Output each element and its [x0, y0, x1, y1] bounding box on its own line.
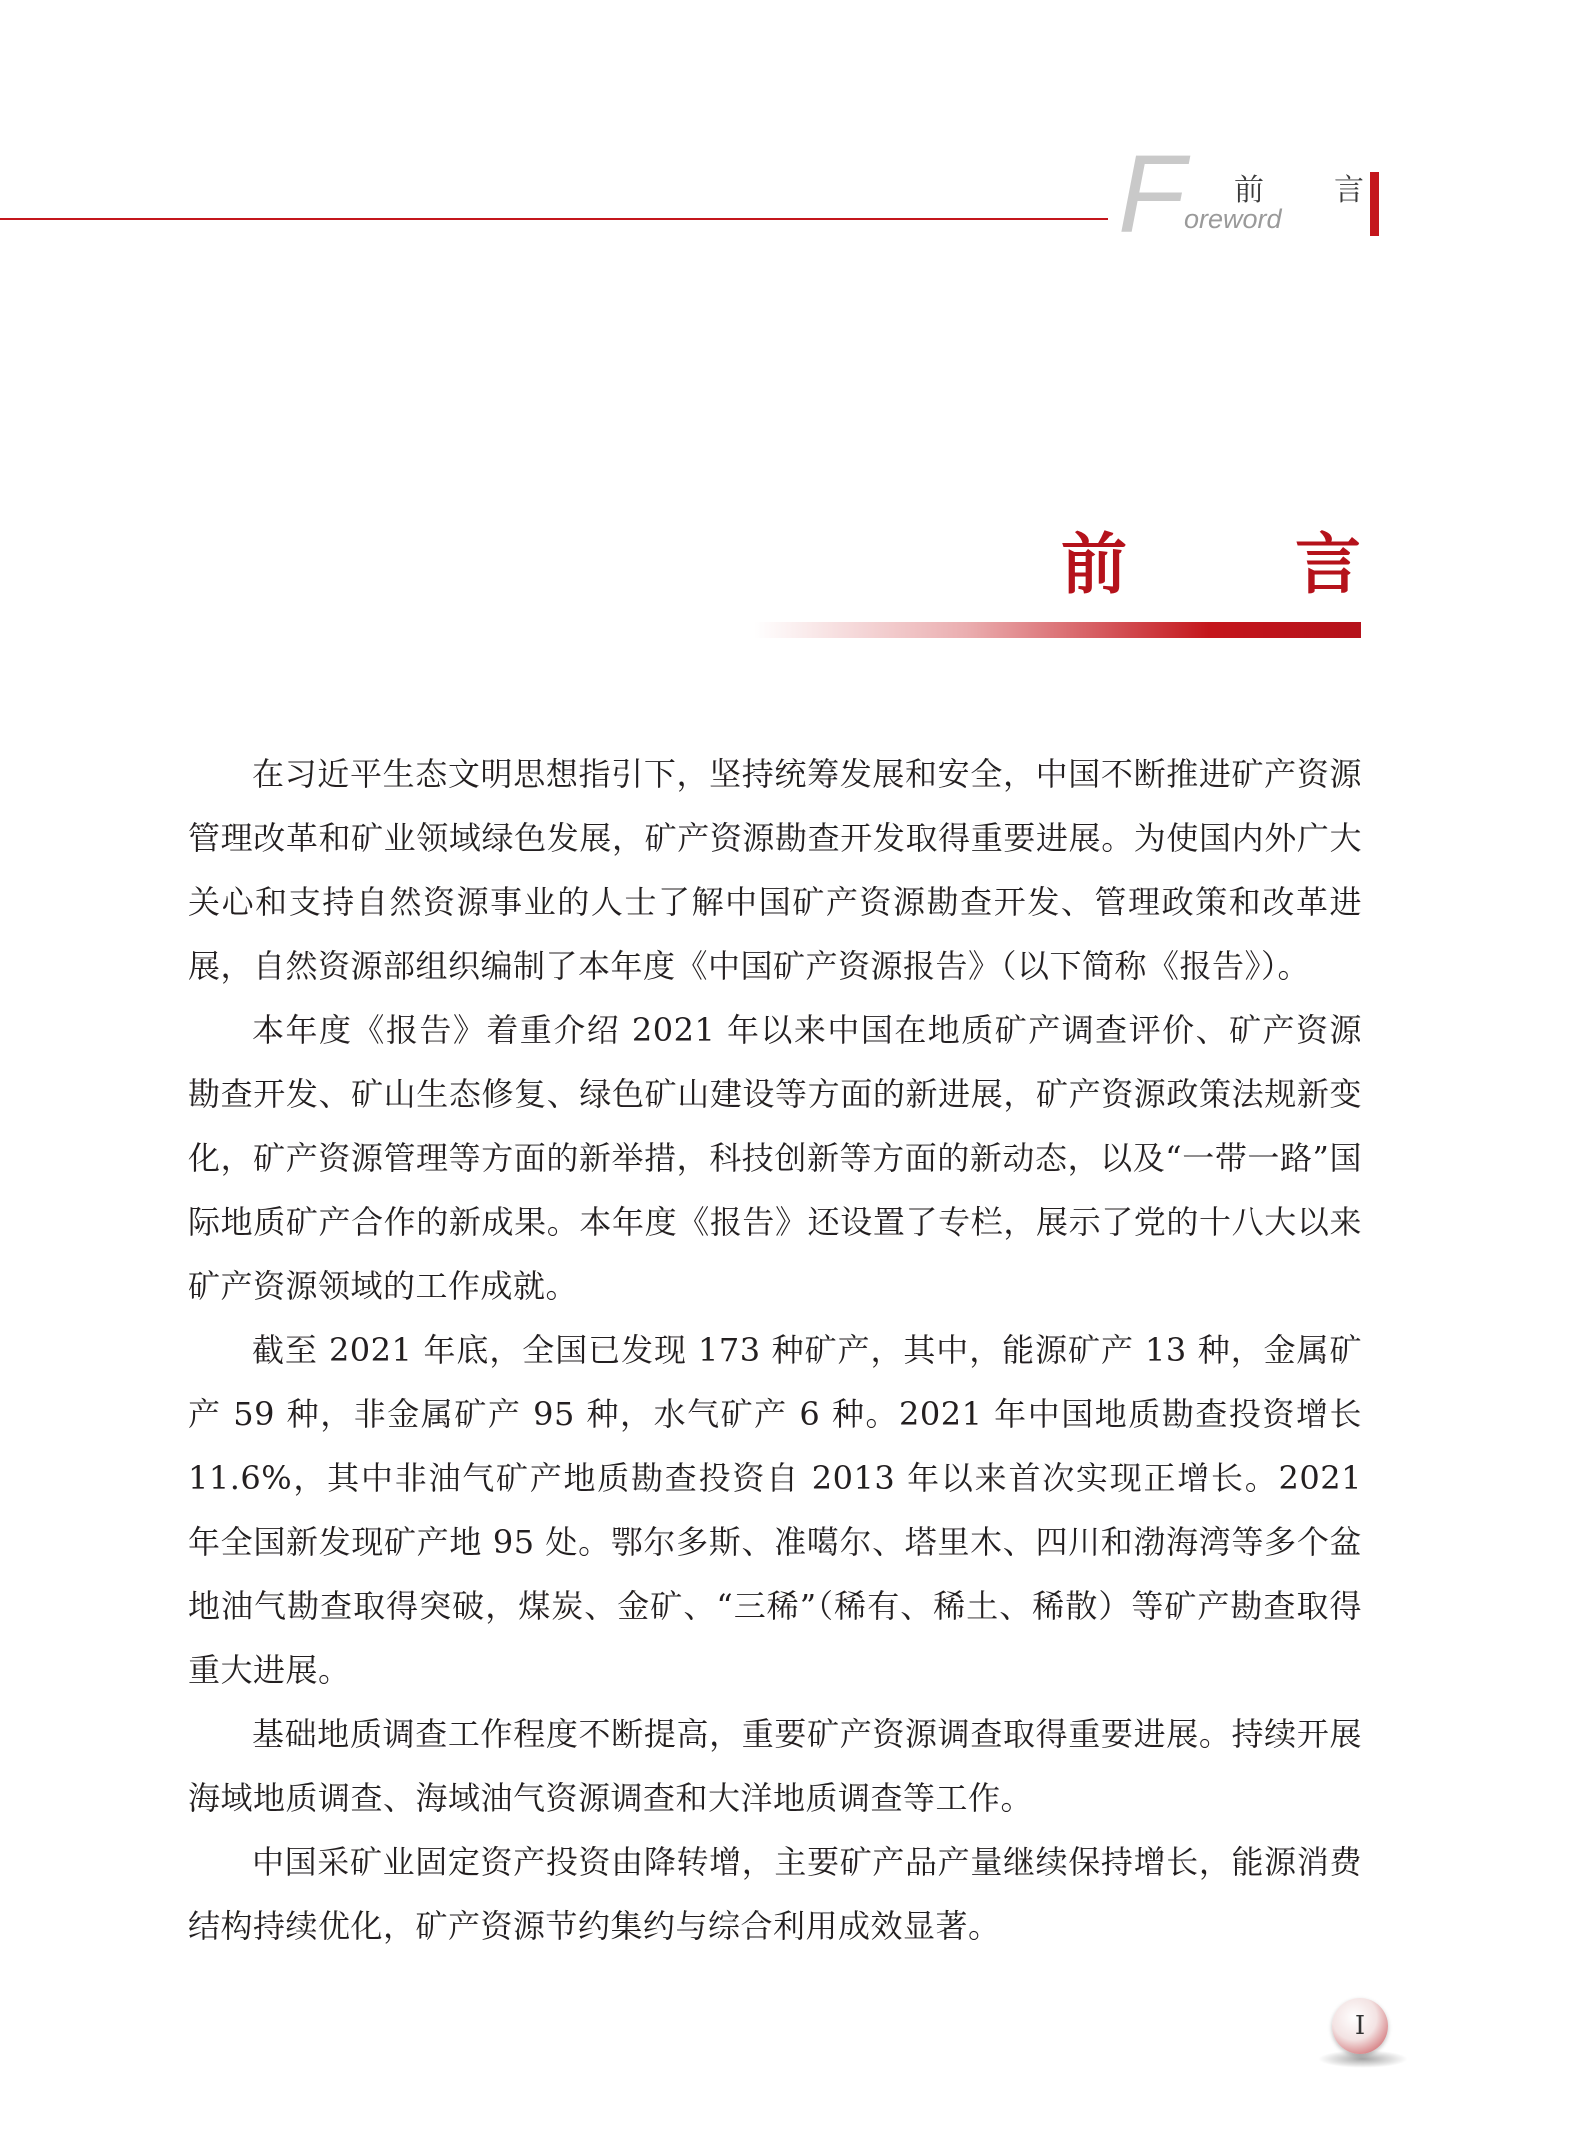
title-gradient-rule — [754, 622, 1361, 638]
paragraph-1: 在习近平生态文明思想指引下，坚持统筹发展和安全，中国不断推进矿产资源管理改革和矿业领域绿色发展，矿产资源勘查开发取得重要进展。为使国内外广大关心和支持自然资源事业的人士了解中国矿产资源勘查开发、管理政策和改革进展，自然资源部组织编制了本年度《中国矿产资源报告》（以下简称《报告》）。 — [188, 755, 1362, 985]
page-title — [1061, 525, 1361, 605]
header-rule — [0, 218, 1108, 220]
page-number: I — [1354, 2011, 1366, 2041]
header-section-title — [1234, 173, 1364, 209]
page-number-badge — [1332, 1998, 1388, 2054]
header-foreword-rest: oreword — [1184, 204, 1282, 234]
paragraph-3: 截至 2021 年底，全国已发现 173 种矿产，其中，能源矿产 13 种，金属矿产 59 种，非金属矿产 95 种，水气矿产 6 种。2021 年中国地质勘查投资增长 11.6%，其中非油气矿产地质勘查投资自 2013 年以来首次实现正增长。2021 年全国新发现矿产地 95 处。鄂尔多斯、准噶尔、塔里木、四川和渤海湾等多个盆地油气勘查取得突破，煤炭、金矿、“三稀”（稀有、稀土、稀散）等矿产勘查取得重大进展。 — [188, 1331, 1362, 1689]
header-section-char-1: 前 — [1234, 173, 1264, 208]
paragraph-5: 中国采矿业固定资产投资由降转增，主要矿产品产量继续保持增长，能源消费结构持续优化，矿产资源节约集约与综合利用成效显著。 — [188, 1843, 1362, 1945]
page-title-char-2: 言 — [1295, 526, 1361, 603]
header-foreword-initial: F — [1118, 133, 1186, 256]
header-accent-bar — [1370, 172, 1379, 236]
page-title-char-1: 前 — [1061, 526, 1127, 603]
paragraph-4: 基础地质调查工作程度不断提高，重要矿产资源调查取得重要进展。持续开展海域地质调查、海域油气资源调查和大洋地质调查等工作。 — [188, 1715, 1362, 1817]
paragraph-2: 本年度《报告》着重介绍 2021 年以来中国在地质矿产调查评价、矿产资源勘查开发、矿山生态修复、绿色矿山建设等方面的新进展，矿产资源政策法规新变化，矿产资源管理等方面的新举措，科技创新等方面的新动态，以及“一带一路”国际地质矿产合作的新成果。本年度《报告》还设置了专栏，展示了党的十八大以来矿产资源领域的工作成就。 — [188, 1011, 1362, 1305]
body-text — [188, 742, 1362, 1958]
header-section-char-2: 言 — [1334, 173, 1364, 208]
